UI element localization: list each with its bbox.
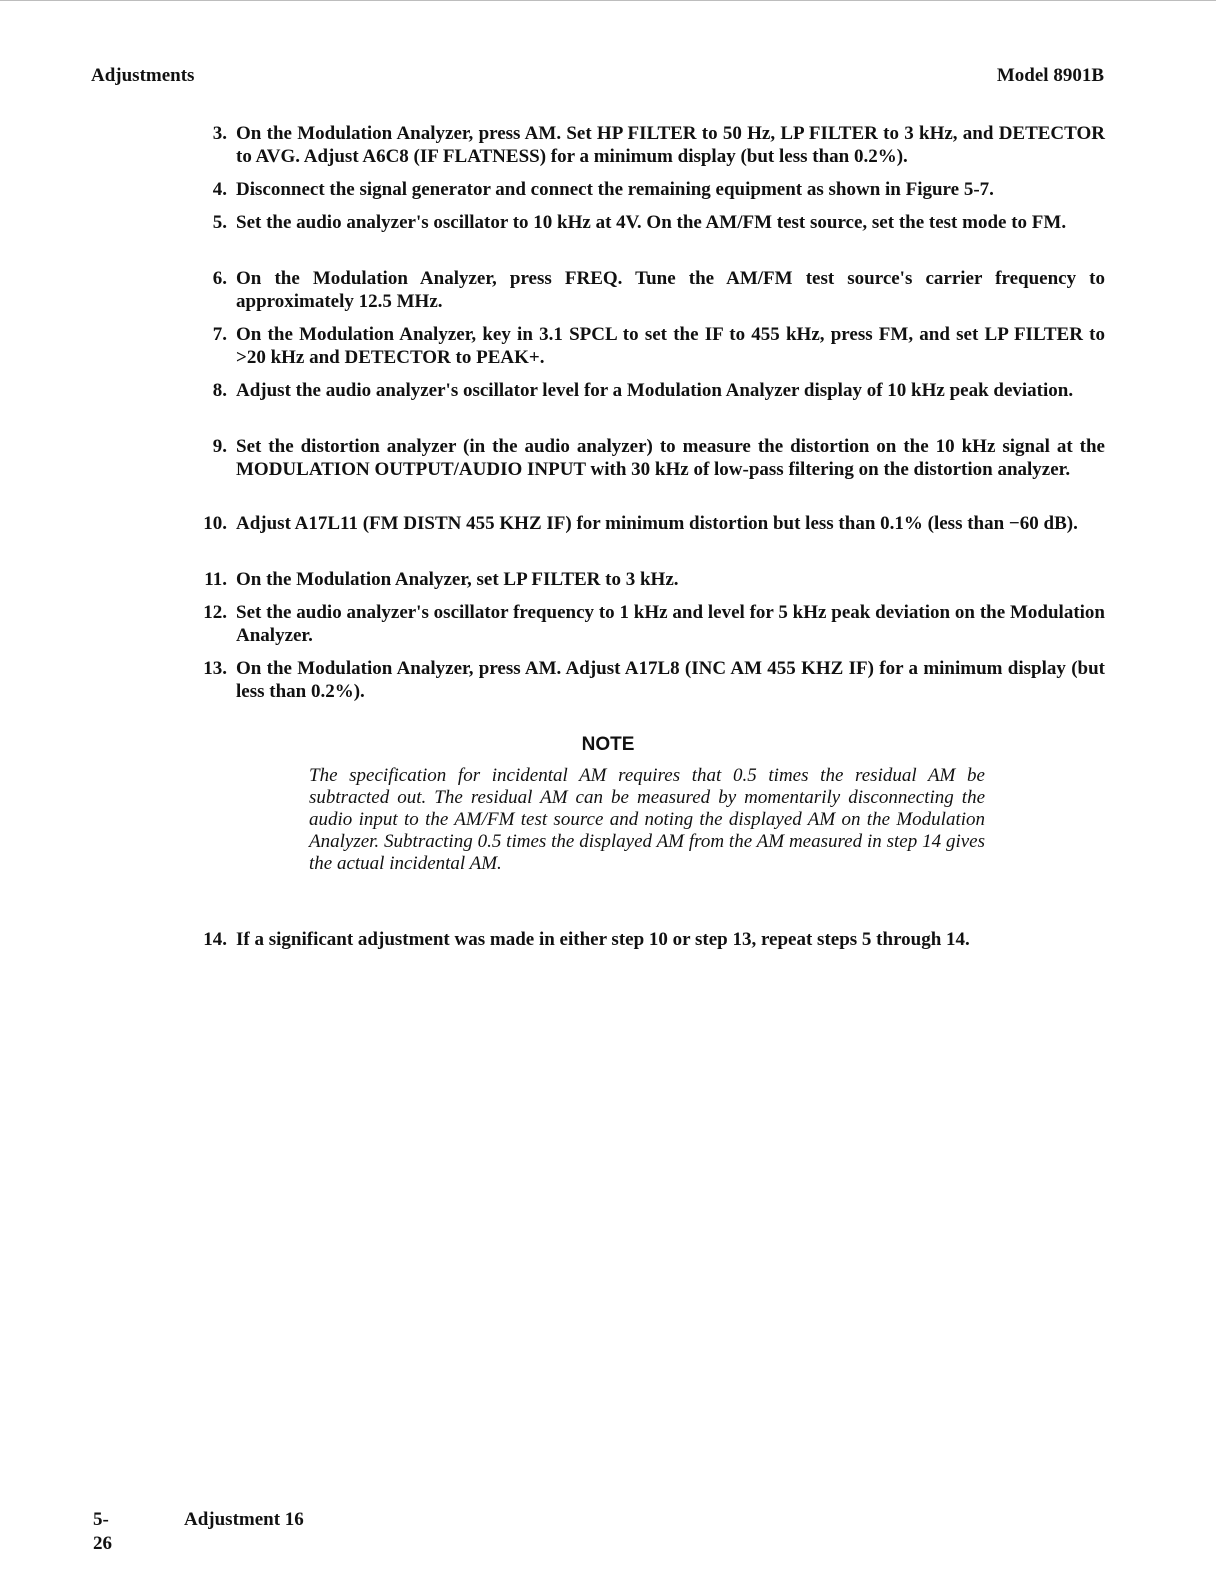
- step-item: [191, 435, 1105, 481]
- model-title: Model 8901B: [996, 65, 1104, 86]
- step-number: 6.: [212, 268, 227, 289]
- step-text: On the Modulation Analyzer, key in 3.1 SPCL to set the IF to 455 kHz, press FM, and set LP FILTER to >20 kHz and DETECTOR to PEAK+.: [236, 324, 1105, 368]
- step-text: Set the audio analyzer's oscillator to 10 kHz at 4V. On the AM/FM test source, set the test mode to FM.: [236, 212, 1067, 233]
- step-number: 9.: [212, 436, 227, 457]
- step-text: Adjust A17L11 (FM DISTN 455 KHZ IF) for minimum distortion but less than 0.1% (less than −60 dB).: [236, 513, 1078, 534]
- step-text: On the Modulation Analyzer, press AM. Set HP FILTER to 50 Hz, LP FILTER to 3 kHz, and DETECTOR to AVG. Adjust A6C8 (IF FLATNESS) for a minimum display (but less than 0.2%).: [236, 123, 1105, 167]
- step-item: [191, 267, 1105, 313]
- step-number: 7.: [212, 324, 227, 345]
- step-number: 13.: [203, 658, 227, 679]
- step-number: 14.: [203, 929, 227, 950]
- step-text: On the Modulation Analyzer, set LP FILTER to 3 kHz.: [236, 569, 679, 590]
- step-number: 8.: [212, 380, 227, 401]
- step-item: [191, 568, 1105, 591]
- step-text: Disconnect the signal generator and connect the remaining equipment as shown in Figure 5-7.: [236, 179, 994, 200]
- note-text: The specification for incidental AM requires that 0.5 times the residual AM be subtracted out. The residual AM can be measured by momentarily disconnecting the audio input to the AM/FM test source and noting the displayed AM on the Modulation Analyzer. Subtracting 0.5 times the displayed AM from the AM measured in step 14 gives the actual incidental AM.: [309, 765, 985, 874]
- step-item: [191, 512, 1105, 535]
- step-number: 3.: [212, 123, 227, 144]
- step-number: 12.: [203, 602, 227, 623]
- note-heading: NOTE: [581, 734, 635, 755]
- step-item: [191, 211, 1105, 234]
- step-item: [191, 657, 1105, 703]
- step-number: 10.: [203, 513, 227, 534]
- step-number: 4.: [212, 179, 227, 200]
- step-item: [191, 122, 1105, 168]
- step-text: Set the audio analyzer's oscillator frequency to 1 kHz and level for 5 kHz peak deviation on the Modulation Analyzer.: [236, 602, 1105, 646]
- step-item: [191, 601, 1105, 647]
- footer-title: Adjustment 16: [184, 1509, 304, 1530]
- step-item: [191, 928, 1105, 951]
- page-number: 5-26: [93, 1509, 112, 1554]
- top-rule: [0, 0, 1216, 1]
- step-text: Set the distortion analyzer (in the audio analyzer) to measure the distortion on the 10 kHz signal at the MODULATION OUTPUT/AUDIO INPUT with 30 kHz of low-pass filtering on the distortion analyzer.: [236, 436, 1105, 480]
- section-title: Adjustments: [91, 65, 195, 86]
- step-item: [191, 323, 1105, 369]
- step-number: 5.: [212, 212, 227, 233]
- step-number: 11.: [204, 569, 227, 590]
- step-item: [191, 379, 1105, 402]
- step-text: Adjust the audio analyzer's oscillator level for a Modulation Analyzer display of 10 kHz peak deviation.: [236, 380, 1074, 401]
- step-text: If a significant adjustment was made in either step 10 or step 13, repeat steps 5 through 14.: [236, 929, 970, 950]
- step-text: On the Modulation Analyzer, press FREQ. Tune the AM/FM test source's carrier frequency to approximately 12.5 MHz.: [236, 268, 1105, 312]
- step-text: On the Modulation Analyzer, press AM. Adjust A17L8 (INC AM 455 KHZ IF) for a minimum display (but less than 0.2%).: [236, 658, 1105, 702]
- step-item: [191, 178, 1105, 201]
